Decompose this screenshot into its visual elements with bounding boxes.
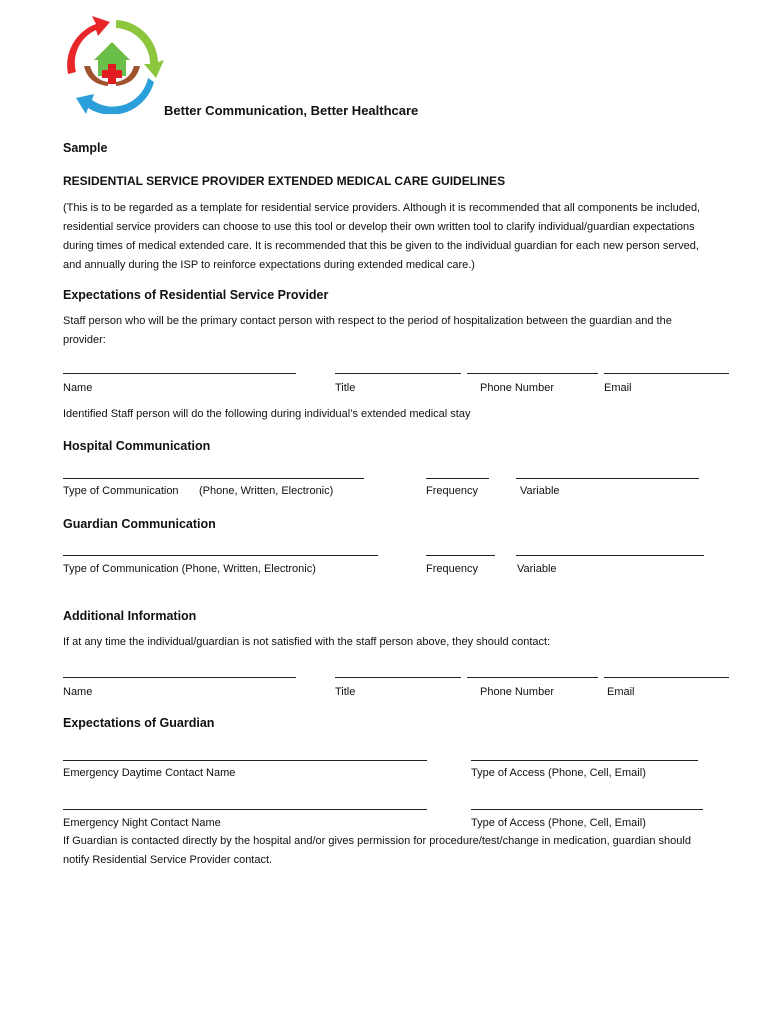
contact-email-label: Email: [607, 686, 635, 698]
contact-title-label: Title: [335, 686, 356, 698]
night-access-label: Type of Access (Phone, Cell, Email): [471, 817, 646, 829]
guardian-comm-heading: Guardian Communication: [63, 517, 216, 531]
hospital-type-label: Type of Communication: [63, 485, 179, 497]
contact-email-field[interactable]: [604, 677, 729, 678]
contact-phone-label: Phone Number: [480, 686, 554, 698]
daytime-access-label: Type of Access (Phone, Cell, Email): [471, 767, 646, 779]
intro-line: and annually during the ISP to reinforce expectations during extended medical care.): [63, 259, 475, 271]
document-title: RESIDENTIAL SERVICE PROVIDER EXTENDED MEDICAL CARE GUIDELINES: [63, 174, 506, 188]
tagline: Better Communication, Better Healthcare: [164, 103, 419, 118]
identified-staff-text: Identified Staff person will do the following during individual’s extended medical stay: [63, 408, 471, 420]
daytime-contact-field[interactable]: [63, 760, 427, 761]
guardian-comm-type-label: Type of Communication (Phone, Written, Electronic): [63, 563, 316, 575]
provider-phone-label: Phone Number: [480, 382, 554, 394]
night-contact-field[interactable]: [63, 809, 427, 810]
hospital-type-field[interactable]: [63, 478, 364, 479]
contact-name-label: Name: [63, 686, 93, 698]
guardian-comm-type-field[interactable]: [63, 555, 378, 556]
logo: [58, 12, 166, 114]
contact-phone-field[interactable]: [467, 677, 598, 678]
closing-line: If Guardian is contacted directly by the hospital and/or gives permission for procedure/test/change in medication, guardian should: [63, 835, 691, 847]
provider-desc-line: provider:: [63, 334, 106, 346]
guardian-comm-variable-field[interactable]: [516, 555, 704, 556]
night-access-field[interactable]: [471, 809, 703, 810]
night-contact-label: Emergency Night Contact Name: [63, 817, 221, 829]
intro-line: (This is to be regarded as a template for residential service providers. Although it is recommended that all components be included,: [63, 202, 701, 214]
hospital-heading: Hospital Communication: [63, 439, 211, 453]
provider-title-field[interactable]: [335, 373, 461, 374]
provider-phone-field[interactable]: [467, 373, 598, 374]
provider-heading: Expectations of Residential Service Provider: [63, 288, 329, 302]
provider-title-label: Title: [335, 382, 356, 394]
hospital-variable-label: Variable: [520, 485, 560, 497]
additional-desc: If at any time the individual/guardian is not satisfied with the staff person above, they should contact:: [63, 636, 551, 648]
provider-name-label: Name: [63, 382, 93, 394]
daytime-contact-label: Emergency Daytime Contact Name: [63, 767, 236, 779]
provider-email-label: Email: [604, 382, 632, 394]
hospital-frequency-field[interactable]: [426, 478, 489, 479]
closing-line: notify Residential Service Provider contact.: [63, 854, 273, 866]
hospital-type-hint: (Phone, Written, Electronic): [199, 485, 334, 497]
sample-label: Sample: [63, 141, 108, 155]
hospital-frequency-label: Frequency: [426, 485, 478, 497]
daytime-access-field[interactable]: [471, 760, 698, 761]
guardian-comm-variable-label: Variable: [517, 563, 557, 575]
provider-email-field[interactable]: [604, 373, 729, 374]
guardian-comm-frequency-field[interactable]: [426, 555, 495, 556]
contact-name-field[interactable]: [63, 677, 296, 678]
guardian-heading: Expectations of Guardian: [63, 716, 215, 730]
guardian-comm-frequency-label: Frequency: [426, 563, 478, 575]
intro-line: residential service providers can choose to use this tool or develop their own written tool to clarify individual/guardian expectations: [63, 221, 695, 233]
additional-heading: Additional Information: [63, 609, 197, 623]
intro-paragraph: [63, 199, 745, 275]
intro-line: during times of medical extended care. It is recommended that this be given to the individual guardian for each new person served,: [63, 240, 699, 252]
hospital-variable-field[interactable]: [516, 478, 699, 479]
provider-desc-line: Staff person who will be the primary contact person with respect to the period of hospitalization between the guardian and the: [63, 315, 672, 327]
provider-name-field[interactable]: [63, 373, 296, 374]
contact-title-field[interactable]: [335, 677, 461, 678]
